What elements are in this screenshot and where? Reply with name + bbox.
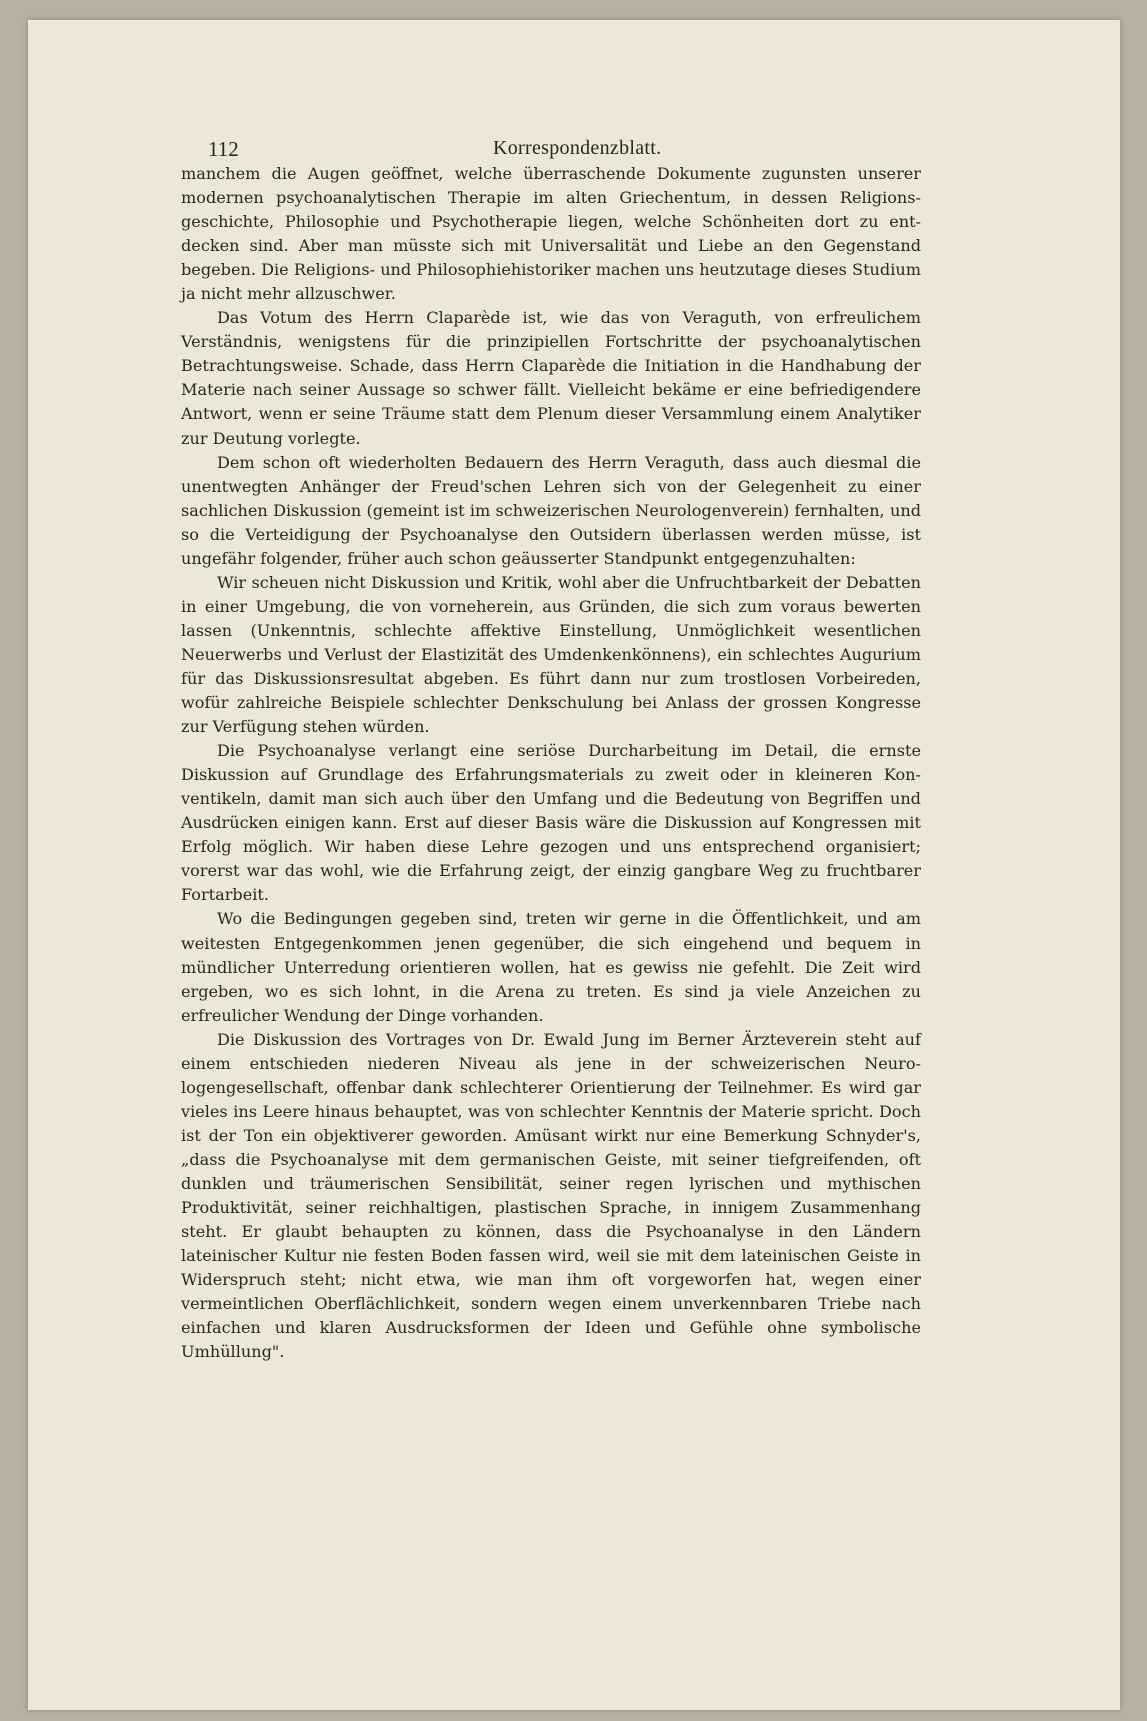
paragraph: manchem die Augen geöffnet, welche überraschende Dokumente zugunsten unserer modernen psychoanalytischen Therapie im alten Griechentum, in dessen Religionsgeschichte, Philosophie und Psychotherapie liegen, welche Schönheiten dort zu entdecken sind. Aber man müsste sich mit Universalität und Liebe an den Gegenstand begeben. Die Religions- und Philosophiehistoriker machen uns heutzutage dieses Studium ja nicht mehr allzuschwer. <box>181 164 921 304</box>
paragraph: Die Psychoanalyse verlangt eine seriöse Durcharbeitung im Detail, die ernste Diskussion auf Grundlage des Erfahrungsmaterials zu zweit oder in kleineren Konventikeln, damit man sich auch über den Umfang und die Bedeutung von Begriffen und Ausdrücken einigen kann. Erst auf dieser Basis wäre die Diskussion auf Kongressen mit Erfolg möglich. Wir haben diese Lehre gezogen und uns entsprechend organisiert; vorerst war das wohl, wie die Erfahrung zeigt, der einzig gangbare Weg zu fruchtbarer Fortarbeit. <box>181 741 921 905</box>
paragraph: Wo die Bedingungen gegeben sind, treten wir gerne in die Öffentlichkeit, und am weitesten Entgegenkommen jenen gegenüber, die sich eingehend und bequem in mündlicher Unterredung orientieren wollen, hat es gewiss nie gefehlt. Die Zeit wird ergeben, wo es sich lohnt, in die Arena zu treten. Es sind ja viele Anzeichen zu erfreulicher Wendung der Dinge vorhanden. <box>181 909 921 1025</box>
paragraph: Das Votum des Herrn Claparède ist, wie das von Veraguth, von erfreulichem Verständnis, wenigstens für die prinzipiellen Fortschritte der psychoanalytischen Betrachtungsweise. Schade, dass Herrn Claparède die Initiation in die Handhabung der Materie nach seiner Aussage so schwer fällt. Vielleicht bekäme er eine befriedigendere Antwort, wenn er seine Träume statt dem Plenum dieser Versammlung einem Analytiker zur Deutung vorlegte. <box>181 308 921 448</box>
paragraph: Die Diskussion des Vortrages von Dr. Ewald Jung im Berner Ärzteverein steht auf einem entschieden niederen Niveau als jene in der schweizerischen Neurologengesellschaft, offenbar dank schlechterer Orientierung der Teilnehmer. Es wird gar vieles ins Leere hinaus behauptet, was von schlechter Kenntnis der Materie spricht. Doch ist der Ton ein objektiverer geworden. Amüsant wirkt nur eine Bemerkung Schnyder's, „dass die Psychoanalyse mit dem germanischen Geiste, mit seiner tiefgreifenden, oft dunklen und träumerischen Sensibilität, seiner regen lyrischen und mythischen Produktivität, seiner reichhaltigen, plastischen Sprache, in innigem Zusammenhang steht. Er glaubt behaupten zu können, dass die Psychoanalyse in den Ländern lateinischer Kultur nie festen Boden fassen wird, weil sie mit dem lateinischen Geiste in Widerspruch steht; nicht etwa, wie man ihm oft vorgeworfen hat, wegen einer vermeintlichen Oberflächlichkeit, sondern wegen einem unverkennbaren Triebe nach einfachen und klaren Ausdrucksformen der Ideen und Gefühle ohne symbolische Umhüllung". <box>181 1029 921 1362</box>
paragraph: Wir scheuen nicht Diskussion und Kritik, wohl aber die Unfruchtbarkeit der Debatten in einer Umgebung, die von vorneherein, aus Gründen, die sich zum voraus bewerten lassen (Unkenntnis, schlechte affektive Einstellung, Unmöglichkeit wesentlichen Neuerwerbs und Verlust der Elastizität des Umdenkenkönnens), ein schlechtes Augurium für das Diskussionsresultat abgeben. Es führt dann nur zum trostlosen Vorbeireden, wofür zahlreiche Beispiele schlechter Denkschulung bei Anlass der grossen Kongresse zur Verfügung stehen würden. <box>181 572 921 737</box>
page-number: 112 <box>208 137 239 161</box>
paragraph: Dem schon oft wiederholten Bedauern des Herrn Veraguth, dass auch diesmal die unentwegten Anhänger der Freud'schen Lehren sich von der Gelegenheit zu einer sachlichen Diskussion (gemeint ist im schweizerischen Neurologenverein) fernhalten, und so die Verteidigung der Psychoanalyse den Outsidern überlassen werden müsse, ist ungefähr folgender, früher auch schon geäusserter Standpunkt entgegenzuhalten: <box>181 452 921 568</box>
running-title: Korrespondenzblatt. <box>493 137 662 159</box>
body-text <box>181 162 921 1364</box>
